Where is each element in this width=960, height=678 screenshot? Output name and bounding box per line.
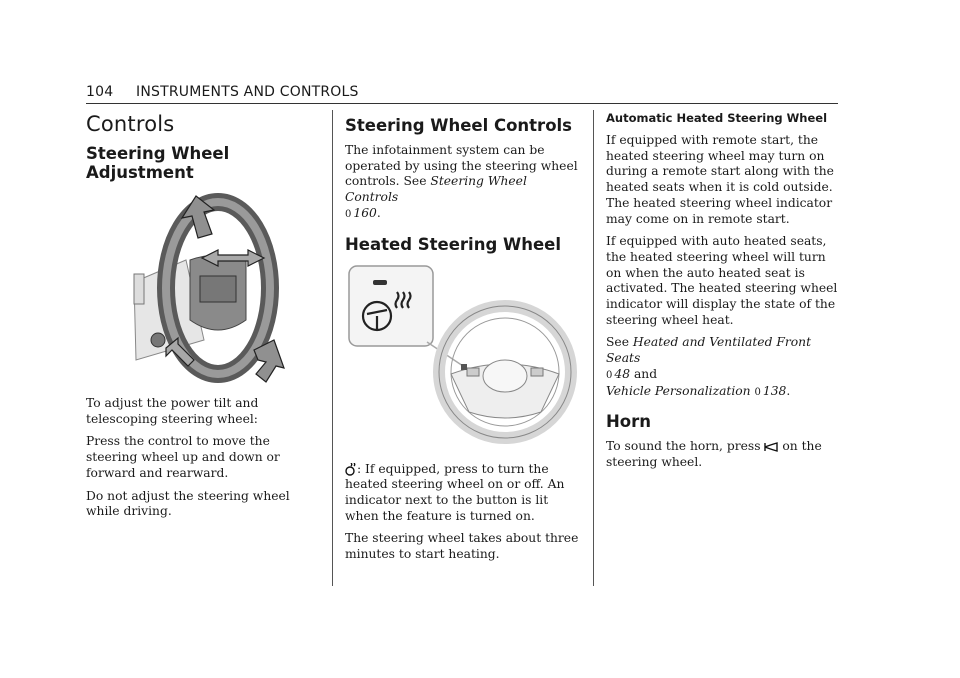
section-heading: Controls [86, 112, 175, 136]
paragraph-adjust-intro: To adjust the power tilt and telescoping steering wheel: [86, 396, 259, 426]
subheading-steering-adjust: Steering Wheel Adjustment [86, 144, 230, 182]
steering-wheel-adjust-illustration [86, 190, 322, 386]
page-ref-arrow-icon: 0 [606, 369, 613, 381]
paragraph-heated-button: : If equipped, press to turn the heated steering wheel on or off. An indicator next to the button is lit when the feature is turned on. [345, 461, 565, 523]
page-header [86, 84, 838, 100]
page-ref-160[interactable]: 160 [353, 205, 377, 220]
page-ref-arrow-icon: 0 [754, 386, 761, 398]
column-divider-1 [332, 110, 333, 586]
heading-heated-steering: Heated Steering Wheel [345, 234, 561, 254]
paragraph-heating-time: The steering wheel takes about three minutes to start heating. [345, 531, 579, 562]
heading-horn: Horn [606, 412, 652, 432]
page-ref-138[interactable]: 138 [762, 383, 787, 398]
paragraph-adjust-press: Press the control to move the steering wheel up and down or forward and rearward. [86, 434, 280, 480]
page-ref-arrow-icon: 0 [345, 208, 352, 220]
horn-icon [764, 442, 778, 452]
page-ref-48[interactable]: 48 [614, 366, 631, 381]
paragraph-see-also: See Heated and Ventilated Front Seats 0 48 and Vehicle Personalization 0 138. [606, 335, 812, 398]
subheading-auto-heated: Automatic Heated Steering Wheel [606, 111, 828, 125]
heated-steering-wheel-illustration [345, 262, 581, 452]
paragraph-remote-start: If equipped with remote start, the heated steering wheel may turn on during a remote start along with the heated seats when it is cold outside. The heated steering wheel indicator may come on in remote start. [606, 133, 834, 226]
paragraph-horn: To sound the horn, press on the steering wheel. [606, 439, 822, 469]
header-rule [86, 103, 838, 104]
column-1 [86, 110, 322, 527]
page-number: 104 [86, 84, 114, 100]
heated-steering-wheel-icon [345, 463, 357, 476]
link-steering-wheel-controls[interactable]: Steering Wheel Controls [345, 174, 527, 205]
column-divider-2 [593, 110, 594, 586]
link-heated-ventilated-seats[interactable]: Heated and Ventilated Front Seats [606, 335, 812, 366]
heading-steering-controls: Steering Wheel Controls [345, 116, 573, 135]
paragraph-auto-heated-seats: If equipped with auto heated seats, the heated steering wheel will turn on when the auto heated seat is activated. The heated steering wheel indicator will display the state of the steering wheel heat. [606, 234, 838, 327]
paragraph-adjust-warning: Do not adjust the steering wheel while driving. [86, 488, 290, 519]
link-vehicle-personalization[interactable]: Vehicle Personalization [606, 383, 751, 398]
section-title: INSTRUMENTS AND CONTROLS [135, 84, 359, 100]
column-3 [606, 110, 838, 478]
paragraph-infotainment: The infotainment system can be operated by using the steering wheel controls. See Steering Wheel Controls 0 160. [345, 143, 578, 220]
column-2 [345, 110, 581, 570]
